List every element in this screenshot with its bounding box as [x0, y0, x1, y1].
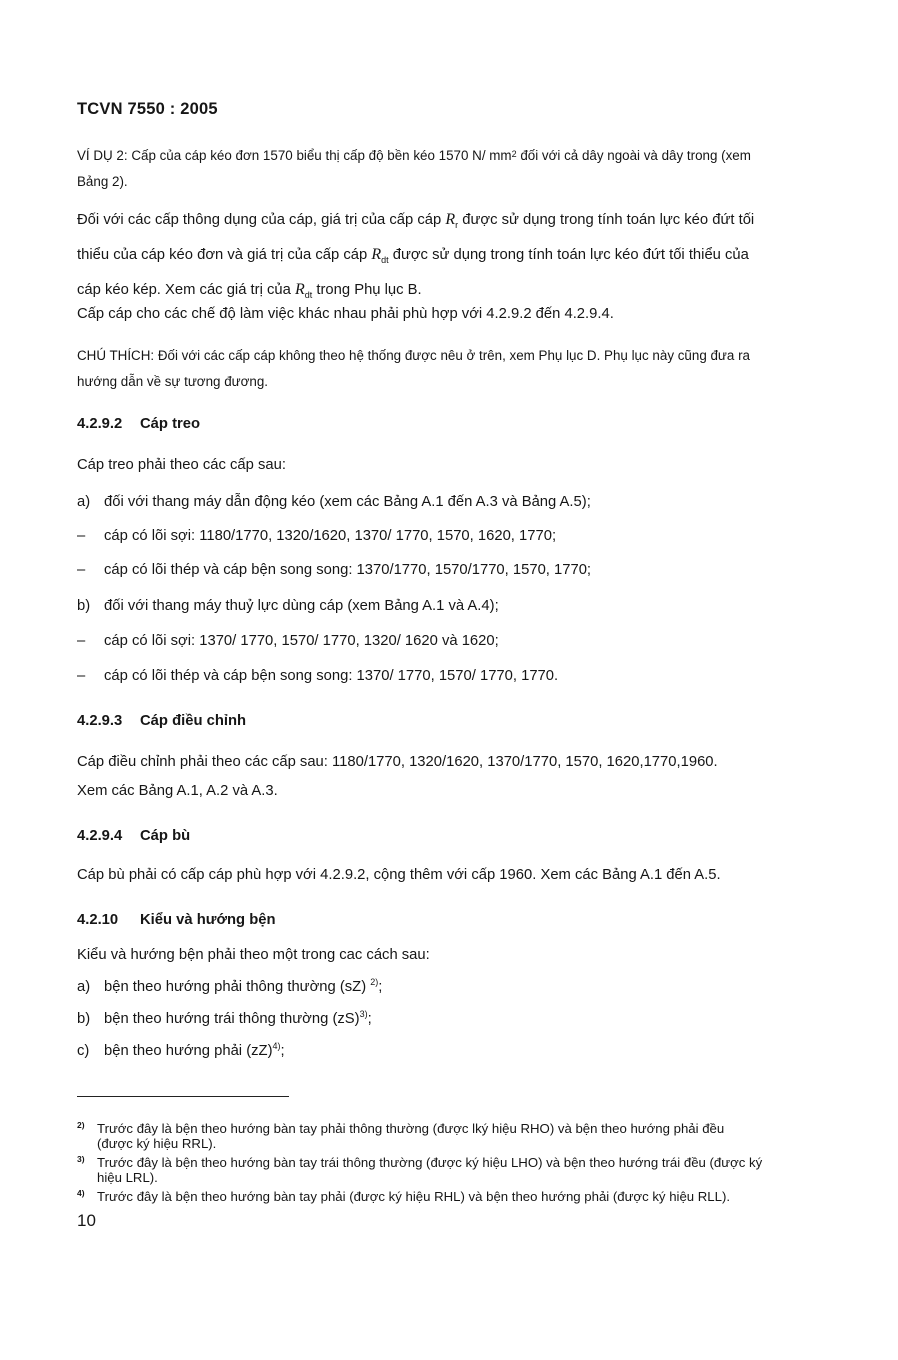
list-text: bện theo hướng phải (zZ)	[104, 1043, 273, 1059]
footnote-text: Trước đây là bện theo hướng bàn tay phải (được ký hiệu RHL) và bện theo hướng phải (được ký hiệu RLL).	[97, 1189, 731, 1204]
list-text: cáp có lõi thép và cáp bện song song: 1370/ 1770, 1570/ 1770, 1770.	[104, 668, 559, 684]
symbol-rdt: R	[294, 280, 305, 298]
footnote-marker: 3)	[77, 1154, 85, 1164]
list-marker: c)	[77, 1043, 90, 1059]
para-text: trong Phụ lục B.	[312, 281, 422, 298]
symbol-r-subscript: r	[455, 219, 459, 230]
section-4294-text: Cáp bù phải có cấp cáp phù hợp với 4.2.9.2, cộng thêm với cấp 1960. Xem các Bảng A.1 đến A.5.	[77, 867, 721, 883]
list-text: cáp có lõi sợi: 1370/ 1770, 1570/ 1770, 1320/ 1620 và 1620;	[104, 633, 499, 649]
section-number: 4.2.9.2	[77, 416, 123, 432]
symbol-r: R	[445, 211, 456, 228]
footnote-ref: 3)	[359, 1009, 368, 1019]
list-text: đối với thang máy dẫn động kéo (xem các Bảng A.1 đến A.3 và Bảng A.5);	[104, 494, 591, 510]
para-text: Đối với các cấp thông dụng của cáp, giá trị của cấp cáp	[77, 212, 446, 228]
section-4292-intro: Cáp treo phải theo các cấp sau:	[77, 457, 286, 473]
footnote-ref: 2)	[370, 977, 379, 987]
example-superscript: 2	[511, 149, 517, 159]
section-title: Cáp điều chỉnh	[140, 713, 247, 729]
para-text: cáp kéo kép. Xem các giá trị của	[77, 281, 295, 298]
list-text: đối với thang máy thuỷ lực dùng cáp (xem Bảng A.1 và A.4);	[104, 598, 499, 614]
list-text: cáp có lõi sợi: 1180/1770, 1320/1620, 1370/ 1770, 1570, 1620, 1770;	[104, 528, 557, 544]
example-text: VÍ DỤ 2: Cấp của cáp kéo đơn 1570 biểu thị cấp độ bền kéo 1570 N/ mm	[77, 148, 512, 163]
para-text: được sử dụng trong tính toán lực kéo đứt tối thiểu của	[388, 246, 749, 263]
paragraph-grade-values	[77, 205, 822, 310]
list-text-end: ;	[280, 1043, 285, 1059]
section-title: Cáp treo	[140, 416, 201, 432]
list-marker: –	[77, 633, 86, 649]
list-marker: –	[77, 668, 86, 684]
example-text-line2: Bảng 2).	[77, 174, 128, 189]
symbol-rdt-subscript: dt	[304, 289, 313, 300]
section-4293-heading	[77, 713, 822, 729]
example-text-end: đối với cả dây ngoài và dây trong (xem	[516, 148, 751, 163]
list-marker: a)	[77, 494, 91, 510]
section-4292-heading	[77, 416, 822, 432]
footnote-divider	[77, 1096, 289, 1097]
footnote-ref: 4)	[272, 1041, 281, 1051]
symbol-rdt-subscript: dt	[381, 254, 389, 265]
paragraph-grade-conformity: Cấp cáp cho các chế độ làm việc khác nhau phải phù hợp với 4.2.9.2 đến 4.2.9.4.	[77, 306, 614, 322]
footnote	[77, 1121, 822, 1151]
section-text-line: Cáp điều chỉnh phải theo các cấp sau: 1180/1770, 1320/1620, 1370/1770, 1570, 1620,1770,1960.	[77, 754, 718, 770]
section-number: 4.2.10	[77, 912, 119, 928]
footnote-text: Trước đây là bện theo hướng bàn tay trái thông thường (được ký hiệu LHO) và bện theo hướng trái đều (được ký	[97, 1155, 763, 1170]
para-text: thiểu của cáp kéo đơn và giá trị của cấp cáp	[77, 246, 372, 263]
list-text: bện theo hướng phải thông thường (sZ)	[104, 979, 371, 995]
section-number: 4.2.9.3	[77, 713, 123, 729]
standard-header: TCVN 7550 : 2005	[77, 100, 218, 118]
list-text-end: ;	[367, 1011, 372, 1027]
footnote-text: Trước đây là bện theo hướng bàn tay phải thông thường (được lký hiệu RHO) và bện theo hướng phải đều	[97, 1121, 725, 1136]
section-4294-heading	[77, 828, 822, 844]
list-text: bện theo hướng trái thông thường (zS)	[104, 1011, 360, 1027]
note-line: hướng dẫn về sự tương đương.	[77, 374, 268, 389]
note-block	[77, 343, 822, 395]
list-marker: –	[77, 562, 86, 578]
list-marker: –	[77, 528, 86, 544]
section-number: 4.2.9.4	[77, 828, 123, 844]
footnote-marker: 4)	[77, 1188, 85, 1198]
symbol-rdt: R	[371, 245, 382, 263]
footnote-marker: 2)	[77, 1120, 85, 1130]
list-text-end: ;	[378, 979, 383, 995]
example-2	[77, 143, 822, 195]
section-title: Kiểu và hướng bện	[140, 912, 276, 928]
list-marker: b)	[77, 598, 91, 614]
list-marker: a)	[77, 979, 91, 995]
section-4293-text	[77, 748, 822, 806]
footnote-text: (được ký hiệu RRL).	[97, 1136, 217, 1151]
list-marker: b)	[77, 1011, 91, 1027]
section-4210-heading	[77, 912, 822, 928]
section-text-line: Xem các Bảng A.1, A.2 và A.3.	[77, 783, 278, 799]
section-title: Cáp bù	[140, 828, 191, 844]
list-text: cáp có lõi thép và cáp bện song song: 1370/1770, 1570/1770, 1570, 1770;	[104, 562, 592, 578]
footnote	[77, 1155, 822, 1185]
para-text: được sử dụng trong tính toán lực kéo đứt tối	[458, 212, 755, 228]
footnote-text: hiệu LRL).	[97, 1170, 158, 1185]
section-4210-intro: Kiểu và hướng bện phải theo một trong cac cách sau:	[77, 947, 430, 963]
page-number: 10	[77, 1211, 96, 1230]
note-line: CHÚ THÍCH: Đối với các cấp cáp không theo hệ thống được nêu ở trên, xem Phụ lục D. Phụ lục này cũng đưa ra	[77, 348, 750, 363]
footnote	[77, 1189, 822, 1204]
